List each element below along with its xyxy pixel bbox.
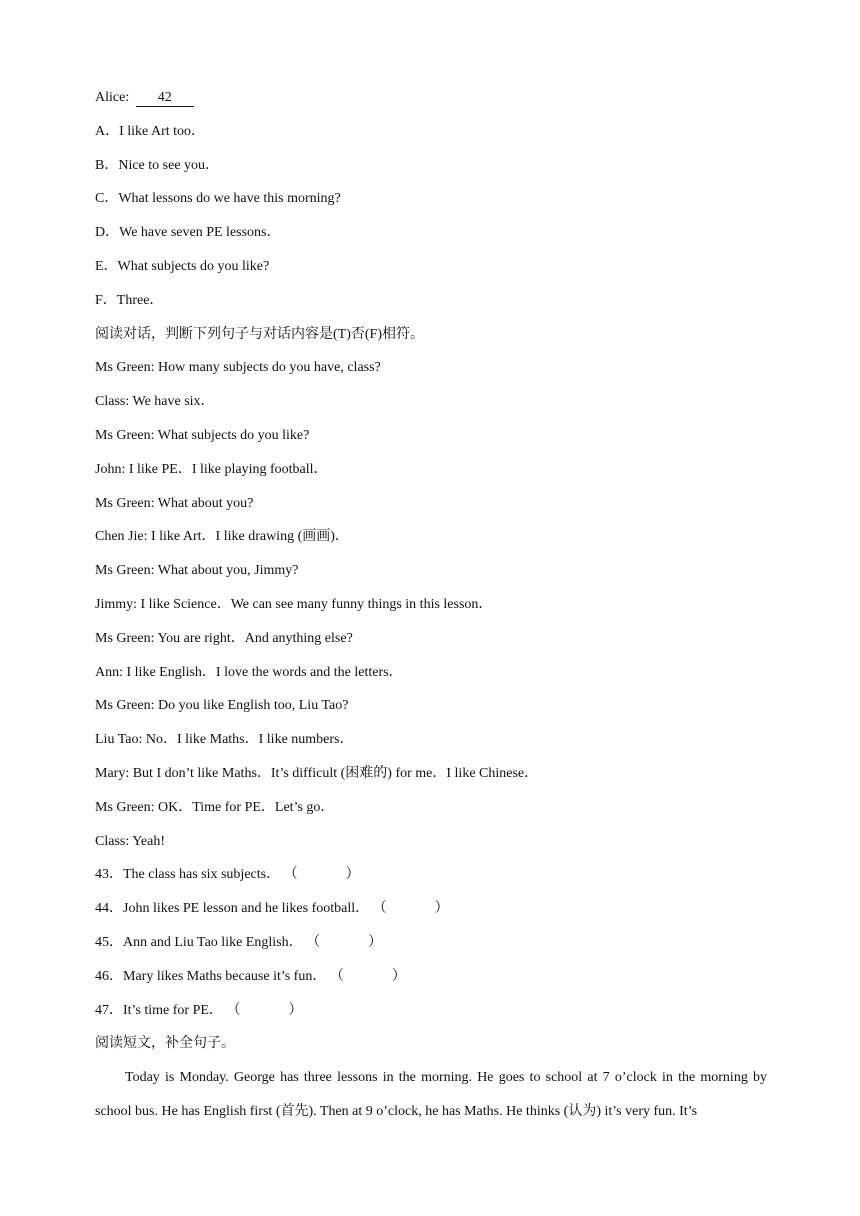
option-e: E．What subjects do you like? xyxy=(95,258,270,274)
reading-passage: Today is Monday. George has three lessons in the morning. He goes to school at 7 o’clock in the morning by school bus. He has English first (首先). Then at 9 o’clock, he has Maths. He thinks (认为) it’s very fun. It’s xyxy=(95,1070,767,1120)
answer-paren-close: ） xyxy=(288,1002,303,1018)
dialogue-line: Liu Tao: No．I like Maths．I like numbers． xyxy=(95,732,354,748)
dialogue-line: Ms Green: What subjects do you like? xyxy=(95,427,310,443)
dialogue-line: John: I like PE．I like playing football． xyxy=(95,461,328,477)
dialogue-line: Ann: I like English．I love the words and the letters． xyxy=(95,664,403,680)
answer-paren-open: （ xyxy=(372,901,387,917)
dialogue-line: Ms Green: Do you like English too, Liu Tao? xyxy=(95,698,349,714)
answer-paren-open: （ xyxy=(283,867,298,883)
dialogue-line: Ms Green: You are right．And anything else? xyxy=(95,630,353,646)
option-c: C．What lessons do we have this morning? xyxy=(95,191,341,207)
question-45 xyxy=(95,933,767,967)
question-44 xyxy=(95,899,767,933)
section-2-instruction: 阅读对话，判断下列句子与对话内容是(T)否(F)相符。 xyxy=(95,326,424,342)
answer-paren-close: ） xyxy=(391,968,406,984)
alice-speaker: Alice: xyxy=(95,90,133,105)
answer-paren-close: ） xyxy=(345,867,360,883)
answer-blank-42[interactable]: 42 xyxy=(136,90,194,107)
section-3-instruction: 阅读短文，补全句子。 xyxy=(95,1036,235,1052)
dialogue-line: Class: We have six． xyxy=(95,394,215,410)
dialogue-line: Mary: But I don’t like Maths．It’s difficult (困难的) for me．I like Chinese． xyxy=(95,765,539,781)
dialogue-line: Jimmy: I like Science．We can see many funny things in this lesson． xyxy=(95,596,493,612)
dialogue-line: Ms Green: What about you? xyxy=(95,495,254,511)
dialogue-line: Ms Green: What about you, Jimmy? xyxy=(95,563,299,579)
answer-paren-close: ） xyxy=(368,934,383,950)
question-47 xyxy=(95,1001,767,1035)
option-f: F．Three． xyxy=(95,292,164,308)
dialogue-line: Chen Jie: I like Art．I like drawing (画画)． xyxy=(95,529,349,545)
question-46 xyxy=(95,967,767,1001)
question-text: 43．The class has six subjects． xyxy=(95,867,281,883)
dialogue-line: Ms Green: OK．Time for PE．Let’s go． xyxy=(95,799,335,815)
answer-paren-open: （ xyxy=(306,934,321,950)
answer-paren-open: （ xyxy=(329,968,344,984)
question-text: 45．Ann and Liu Tao like English． xyxy=(95,934,303,950)
question-43 xyxy=(95,865,767,899)
question-text: 47．It’s time for PE． xyxy=(95,1002,223,1018)
option-a: A．I like Art too． xyxy=(95,123,206,139)
question-text: 44．John likes PE lesson and he likes football． xyxy=(95,901,370,917)
answer-paren-close: ） xyxy=(434,901,449,917)
option-b: B．Nice to see you． xyxy=(95,157,220,173)
alice-line xyxy=(95,88,767,122)
dialogue-line: Ms Green: How many subjects do you have, class? xyxy=(95,360,381,376)
document-page xyxy=(95,88,767,1129)
question-text: 46．Mary likes Maths because it’s fun． xyxy=(95,968,327,984)
answer-paren-open: （ xyxy=(226,1002,241,1018)
option-d: D．We have seven PE lessons． xyxy=(95,225,281,241)
dialogue-line: Class: Yeah! xyxy=(95,833,166,849)
